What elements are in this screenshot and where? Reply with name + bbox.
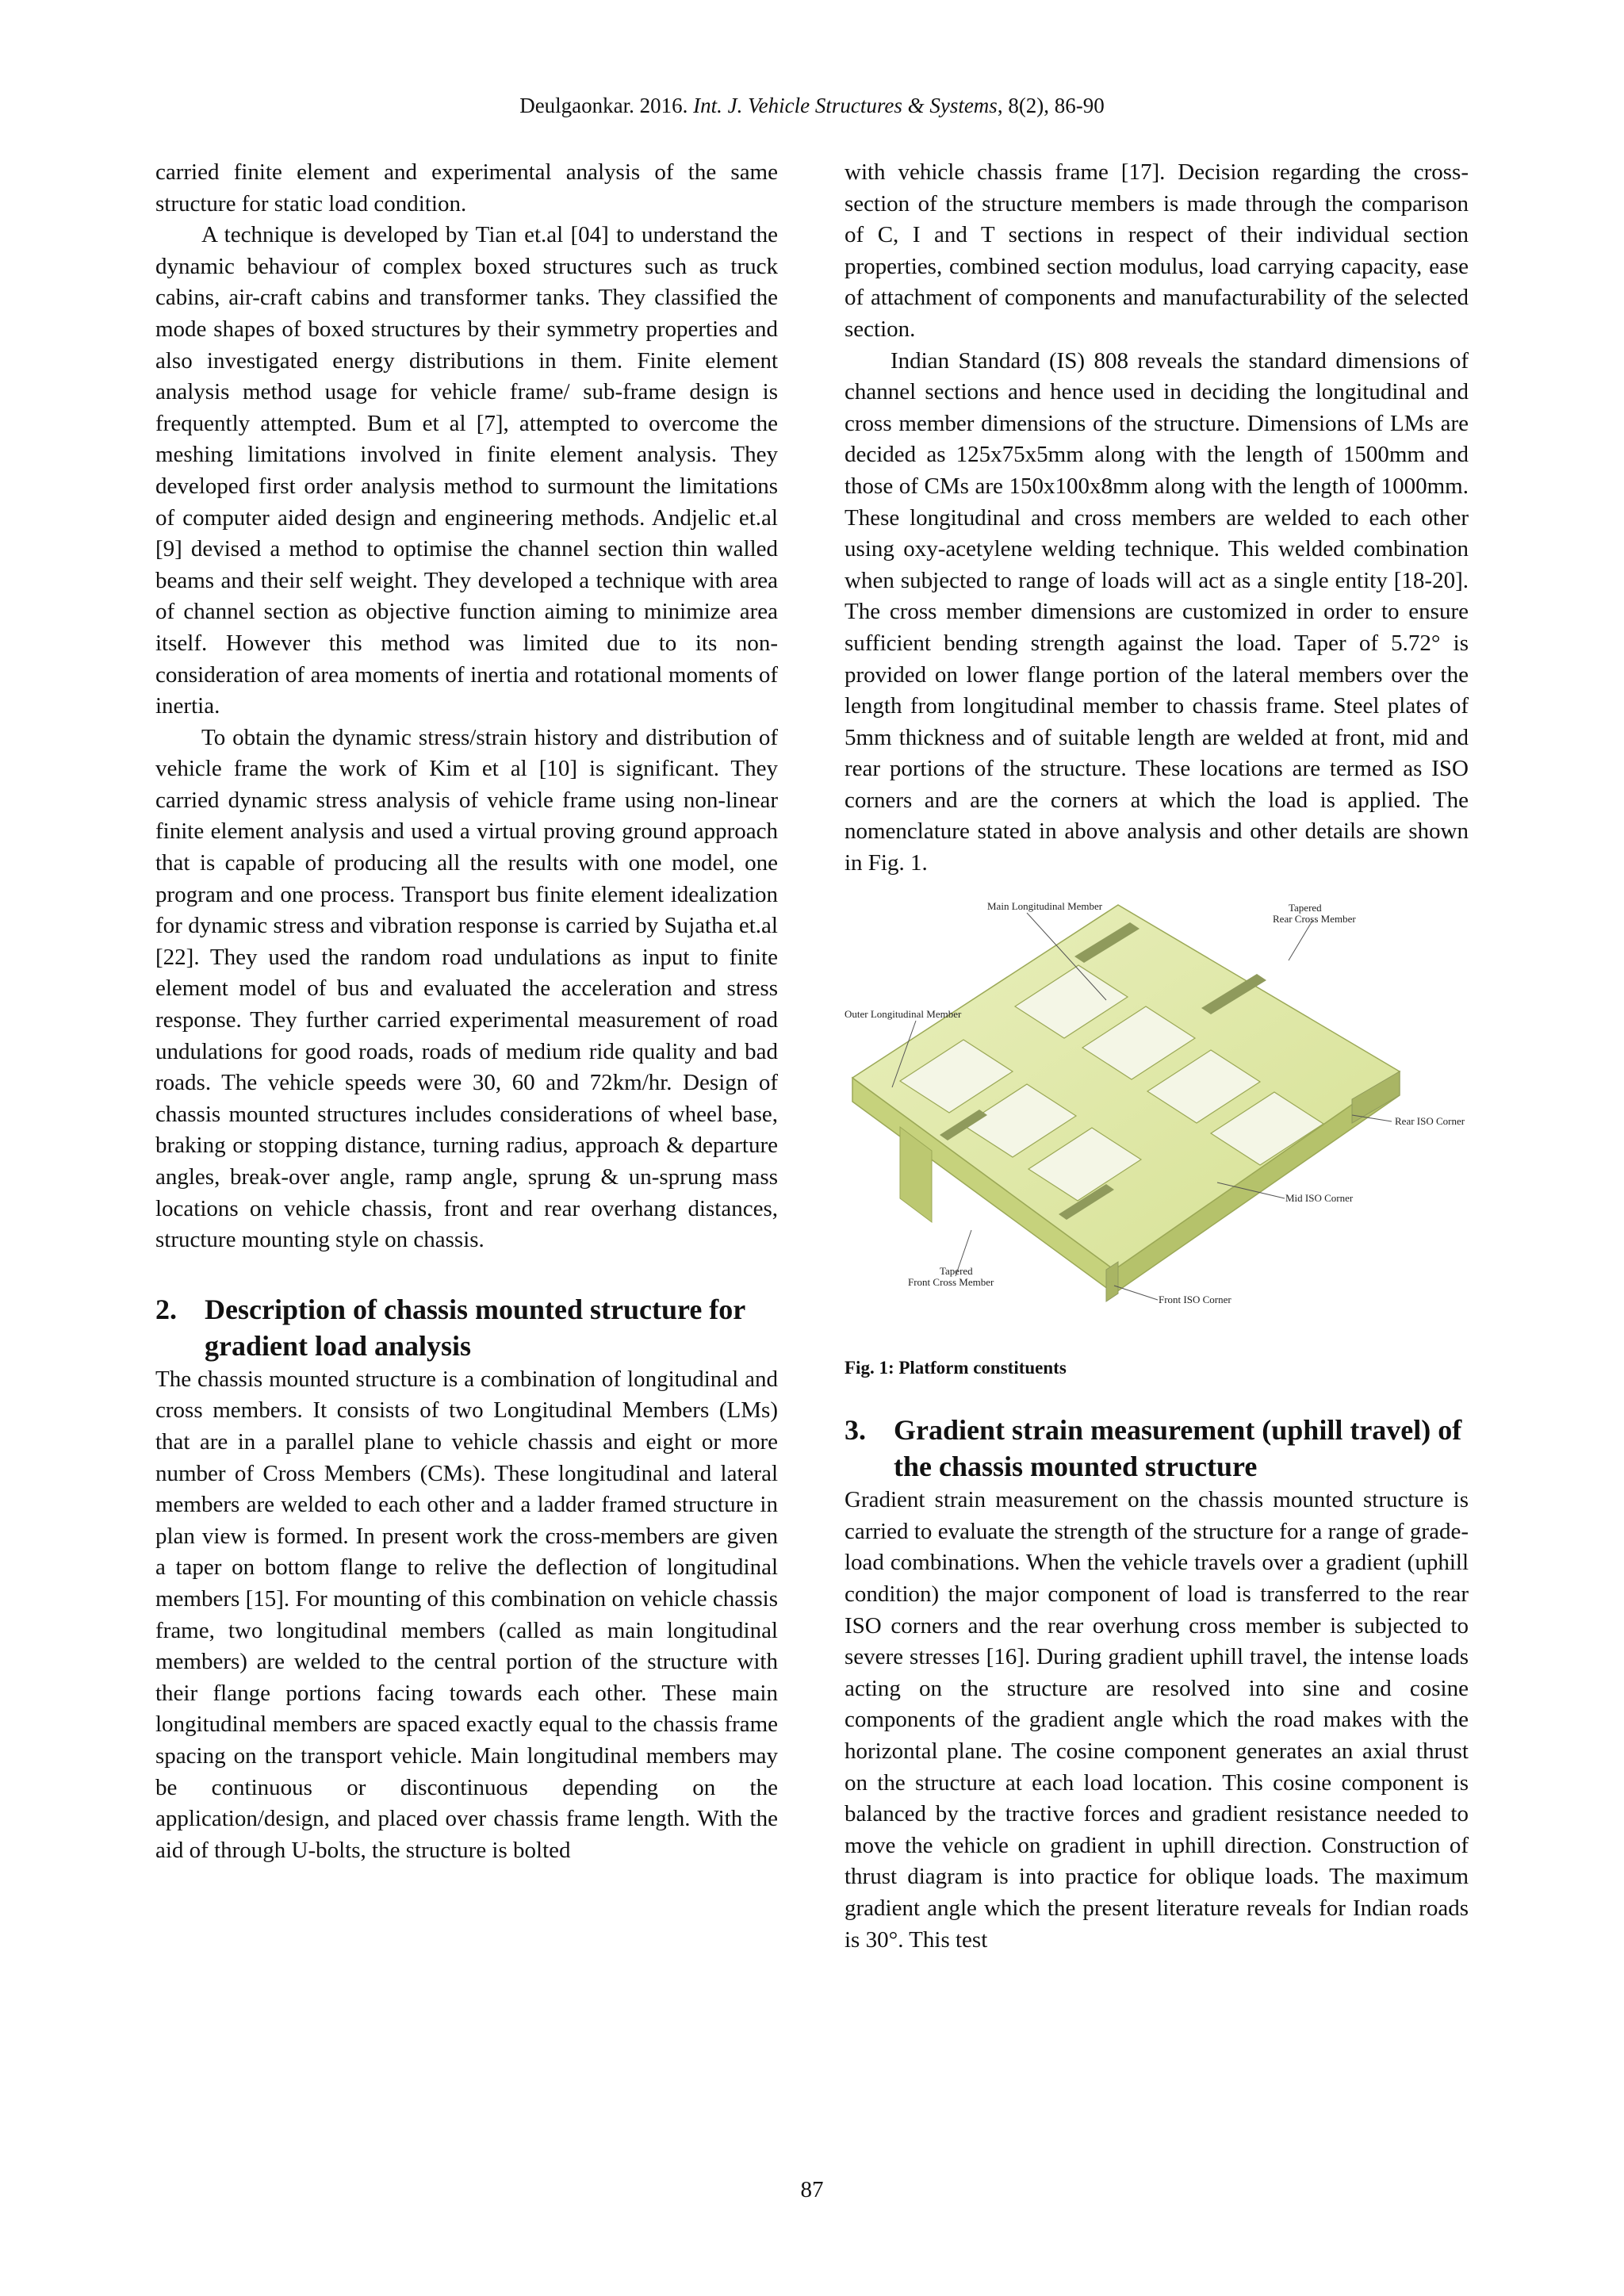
platform-diagram <box>845 897 1469 1341</box>
paragraph: The chassis mounted structure is a combination of longitudinal and cross members. It consists of two Longitudinal Members (LMs) that are in a parallel plane to vehicle chassis and eight or more number of Cross Members (CMs). These longitudinal and lateral members are welded to each other and a ladder framed structure in plan view is formed. In present work the cross-members are given a taper on bottom flange to relive the deflection of longitudinal members [15]. For mounting of this combination on vehicle chassis frame, two longitudinal members (called as main longitudinal members) are welded to the central portion of the structure with their flange portions facing towards each other. These main longitudinal members are spaced exactly equal to the chassis frame spacing on the transport vehicle. Main longitudinal members may be continuous or discontinuous depending on the application/design, and placed over chassis frame length. With the aid of through U-bolts, the structure is bolted <box>155 1366 778 1863</box>
label-tapered-front-2: Front Cross Member <box>908 1275 994 1288</box>
left-column <box>155 157 778 1866</box>
label-rear-iso-corner: Rear ISO Corner <box>1395 1114 1465 1127</box>
header-authors-year: Deulgaonkar. 2016. <box>519 94 694 117</box>
paragraph: Gradient strain measurement on the chassis mounted structure is carried to evaluate the strength of the structure for a range of grade-load combinations. When the vehicle travels over a gradient (uphill condition) the major component of load is transferred to the rear ISO corners and the rear overhung cross member is subjected to severe stresses [16]. During gradient uphill travel, the intense loads acting on the structure are resolved into sine and cosine components of the gradient angle which the road makes with the horizontal plane. The cosine component generates an axial thrust on the structure at each load location. This cosine component is balanced by the tractive forces and gradient resistance needed to move the vehicle on gradient in uphill direction. Construction of thrust diagram is into practice for oblique loads. The maximum gradient angle which the present literature reveals for Indian roads is 30°. This test <box>845 1487 1469 1953</box>
figure-platform <box>845 897 1469 1341</box>
section-number: 2. <box>155 1293 177 1325</box>
section-title: Description of chassis mounted structure for gradient load analysis <box>205 1293 745 1362</box>
paragraph: with vehicle chassis frame [17]. Decision regarding the cross-section of the structure members is made through the comparison of C, I and T sections in respect of their individual section properties, combined section modulus, load carrying capacity, ease of attachment of components and manufacturability of the selected section. <box>845 159 1469 342</box>
label-tapered-rear-1: Tapered <box>1289 901 1322 914</box>
label-front-iso-corner: Front ISO Corner <box>1159 1293 1231 1305</box>
section-heading <box>155 1291 778 1364</box>
paragraph: carried finite element and experimental analysis of the same structure for static load condition. <box>155 159 778 217</box>
section-title: Gradient strain measurement (uphill travel) of the chassis mounted structure <box>894 1414 1462 1483</box>
figure-caption: Fig. 1: Platform constituents <box>845 1357 1067 1378</box>
paragraph: Indian Standard (IS) 808 reveals the standard dimensions of channel sections and hence used in deciding the longitudinal and cross member dimensions of the structure. Dimensions of LMs are decided as 125x75x5mm along with the length of 1500mm and those of CMs are 150x100x8mm along with the length of 1000mm. These longitudinal and cross members are welded to each other using oxy-acetylene welding technique. This welded combination when subjected to range of loads will act as a single entity [18-20]. The cross member dimensions are customized in order to ensure sufficient bending strength against the load. Taper of 5.72° is provided on lower flange portion of the lateral members over the length from longitudinal member to chassis frame. Steel plates of 5mm thickness and of suitable length are welded at front, mid and rear portions of the structure. These locations are termed as ISO corners and are the corners at which the load is applied. The nomenclature stated in above analysis and other details are shown in Fig. 1. <box>845 347 1469 876</box>
label-tapered-front-1: Tapered <box>940 1264 973 1277</box>
label-tapered-rear-2: Rear Cross Member <box>1273 912 1356 925</box>
label-mid-iso-corner: Mid ISO Corner <box>1285 1191 1354 1204</box>
label-main-longitudinal-member: Main Longitudinal Member <box>987 899 1103 912</box>
running-header <box>0 94 1624 118</box>
header-journal-name: Int. J. Vehicle Structures & Systems <box>693 94 998 117</box>
section-number: 3. <box>845 1414 866 1447</box>
header-volume-pages: , 8(2), 86-90 <box>997 94 1105 117</box>
section-heading <box>845 1412 1469 1485</box>
paragraph: A technique is developed by Tian et.al [04] to understand the dynamic behaviour of complex boxed structures such as truck cabins, air-craft cabins and transformer tanks. They classified the mode shapes of boxed structures by their symmetry properties and also investigated energy distributions in them. Finite element analysis method usage for vehicle frame/ sub-frame design is frequently attempted. Bum et al [7], attempted to overcome the meshing limitations involved in finite element analysis. They developed first order analysis method to surmount the limitations of computer aided design and engineering methods. Andjelic et.al [9] devised a method to optimise the channel section thin walled beams and their self weight. They developed a technique with area of channel section as objective function aiming to minimize area itself. However this method was limited due to its non-consideration of area moments of inertia and rotational moments of inertia. <box>155 222 778 719</box>
right-column <box>845 157 1469 1956</box>
paragraph: To obtain the dynamic stress/strain history and distribution of vehicle frame the work of Kim et al [10] is significant. They carried dynamic stress analysis of vehicle frame using non-linear finite element analysis and used a virtual proving ground approach that is capable of producing all the results with one model, one program and one process. Transport bus finite element idealization for dynamic stress and vibration response is carried by Sujatha et.al [22]. They used the random road undulations as input to finite element model of bus and evaluated the acceleration and stress response. They further carried experimental measurement of road undulations for good roads, roads of medium ride quality and bad roads. The vehicle speeds were 30, 60 and 72km/hr. Design of chassis mounted structures includes considerations of wheel base, braking or stopping distance, turning radius, approach & departure angles, break-over angle, ramp angle, sprung & un-sprung mass locations on vehicle chassis, front and rear overhang distances, structure mounting style on chassis. <box>155 724 778 1253</box>
page-number: 87 <box>800 2177 824 2202</box>
label-outer-longitudinal-member: Outer Longitudinal Member <box>845 1007 962 1020</box>
